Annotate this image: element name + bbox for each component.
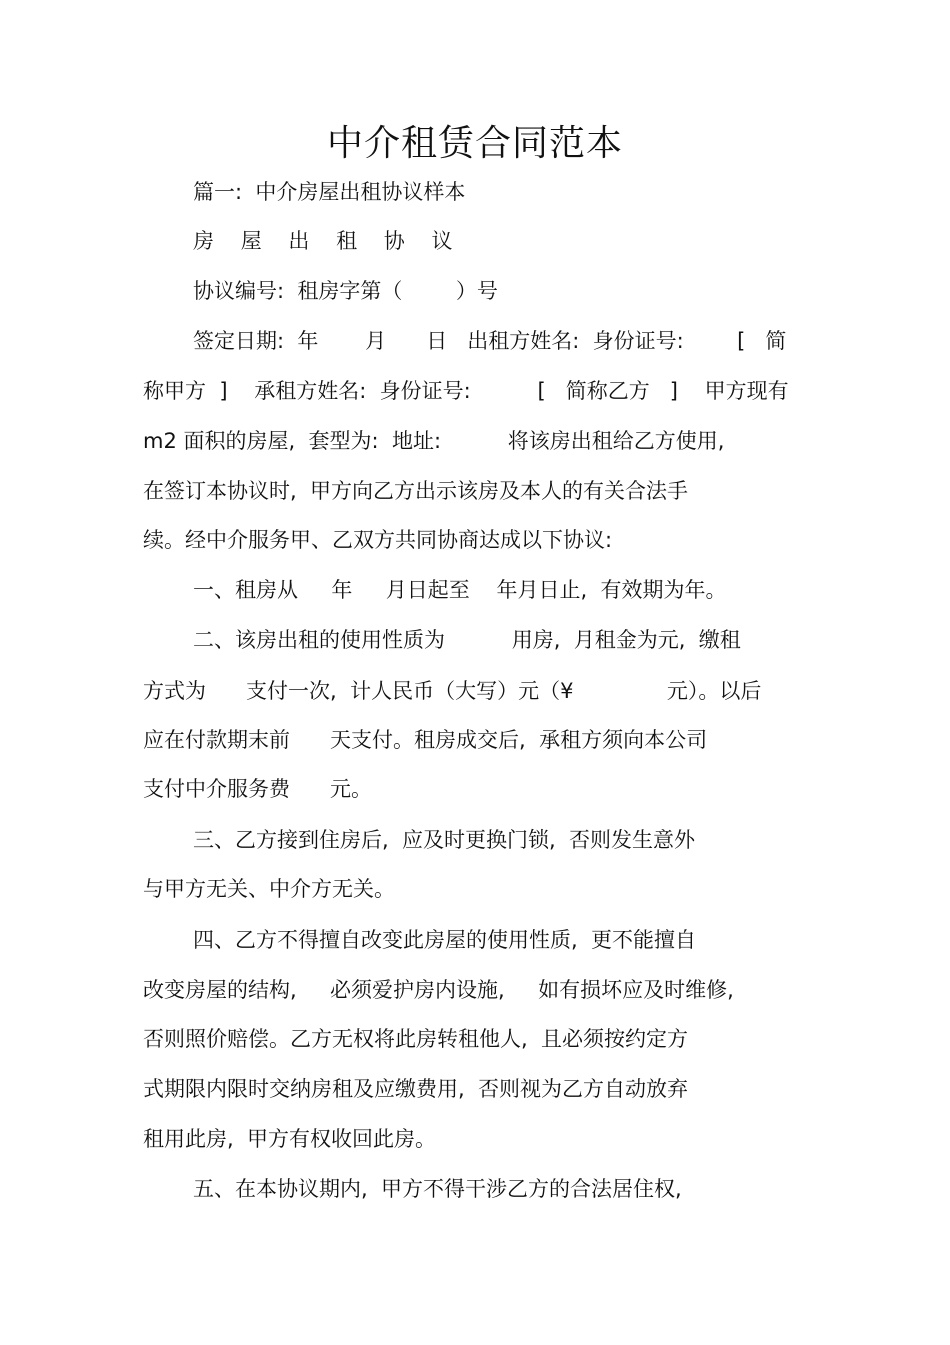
clause-3-line-1: 三、乙方接到住房后, 应及时更换门锁, 否则发生意外 [193, 828, 696, 852]
clause-4-line-3: 否则照价赔偿。乙方无权将此房转租他人, 且必须按约定方 [143, 1027, 689, 1051]
clause-5-line-1: 五、在本协议期内, 甲方不得干涉乙方的合法居住权, [193, 1177, 682, 1201]
clause-2-line-3: 应在付款期末前 天支付。租房成交后, 承租方须向本公司 [143, 728, 708, 752]
agreement-heading: 房 屋 出 租 协 议 [193, 229, 453, 253]
clause-4-line-1: 四、乙方不得擅自改变此房屋的使用性质, 更不能擅自 [193, 928, 697, 952]
intro-line-1: 在签订本协议时, 甲方向乙方出示该房及本人的有关合法手 [143, 479, 689, 503]
document-title: 中介租赁合同范本 [326, 123, 623, 164]
clause-2-line-4: 支付中介服务费 元。 [143, 777, 373, 801]
clause-4-line-5: 租用此房, 甲方有权收回此房。 [143, 1127, 437, 1151]
subtitle-line: 篇一: 中介房屋出租协议样本 [193, 180, 466, 204]
clause-2-line-2: 方式为 支付一次, 计人民币（大写）元（¥ 元）。以后 [143, 679, 762, 703]
parties-line: 称甲方 ] 承租方姓名: 身份证号: [ 简称乙方 ] 甲方现有 [143, 379, 789, 403]
intro-line-2: 续。经中介服务甲、乙双方共同协商达成以下协议: [143, 528, 613, 552]
clause-2-line-1: 二、该房出租的使用性质为 用房, 月租金为元, 缴租 [193, 628, 741, 652]
clause-1-line-1: 一、租房从 年 月日起至 年月日止, 有效期为年。 [193, 578, 727, 602]
agreement-number-line: 协议编号: 租房字第（ ）号 [193, 279, 498, 303]
clause-4-line-2: 改变房屋的结构, 必须爱护房内设施, 如有损坏应及时维修, [143, 978, 734, 1002]
property-line: m2 面积的房屋, 套型为: 地址: 将该房出租给乙方使用, [143, 429, 725, 453]
clause-3-line-2: 与甲方无关、中介方无关。 [143, 877, 395, 901]
signing-date-line: 签定日期: 年 月 日 出租方姓名: 身份证号: [ 简 [193, 329, 787, 353]
clause-4-line-4: 式期限内限时交纳房租及应缴费用, 否则视为乙方自动放弃 [143, 1077, 689, 1101]
